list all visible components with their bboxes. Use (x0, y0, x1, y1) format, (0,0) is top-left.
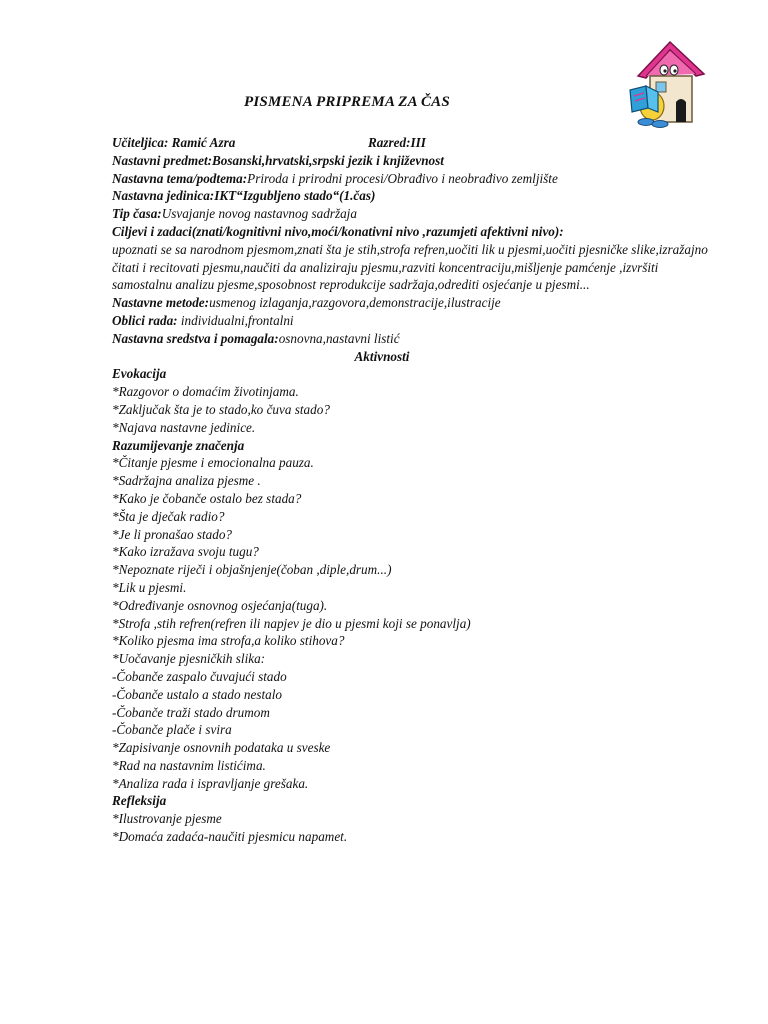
goals-label: Ciljevi i zadaci(znati/kognitivni nivo,moći/konativni nivo ,razumjeti afektivni nivo): (112, 223, 564, 239)
list-item: *Zapisivanje osnovnih podataka u sveske (112, 740, 331, 756)
list-item: *Domaća zadaća-naučiti pjesmicu napamet. (112, 829, 348, 845)
list-item: *Nepoznate riječi i objašnjenje(čoban ,diple,drum...) (112, 562, 392, 578)
understanding-list (112, 454, 712, 792)
list-item: *Najava nastavne jedinice. (112, 419, 256, 435)
forms-line (112, 312, 712, 330)
methods-label: Nastavne metode: (112, 295, 210, 311)
lesson-type-value: Usvajanje novog nastavnog sadržaja (161, 206, 357, 222)
methods-line (112, 294, 712, 312)
list-item: *Lik u pjesmi. (112, 579, 187, 595)
list-item: -Čobanče traži stado drumom (112, 704, 270, 720)
means-line (112, 330, 712, 348)
house-reading-clipart (624, 36, 716, 132)
forms-label: Oblici rada: (112, 312, 178, 328)
list-item: *Strofa ,stih refren(refren ili napjev je dio u pjesmi koji se ponavlja) (112, 615, 471, 631)
activities-heading: Aktivnosti (354, 348, 410, 364)
theme-label: Nastavna tema/podtema: (112, 170, 248, 186)
list-item: *Uočavanje pjesničkih slika: (112, 651, 266, 667)
list-item: *Šta je dječak radio? (112, 508, 225, 524)
list-item: *Kako je čobanče ostalo bez stada? (112, 490, 302, 506)
teacher-grade-line (112, 134, 712, 152)
evocation-list (112, 383, 712, 436)
lesson-type-line (112, 205, 712, 223)
goals-text: upoznati se sa narodnom pjesmom,znati šta je stih,strofa refren,uočiti lik u pjesmi,uočiti pjesničke slike,izražajno čitati i recitovati pjesmu,naučiti da analiziraju pjesmu,razviti koncentraciju,mišljenje pamćenje ,izvršiti samostalnu analizu pjesme,sposobnost reprodukcije sadržaja,odrediti osjećanje u pjesmi... (112, 241, 708, 293)
subject-value: Bosanski,hrvatski,srpski jezik i književnost (212, 152, 444, 168)
methods-value: usmenog izlaganja,razgovora,demonstracije,ilustracije (209, 295, 501, 311)
unit-line: Nastavna jedinica:IKT“Izgubljeno stado“(1.čas) (112, 188, 376, 204)
list-item: *Rad na nastavnim listićima. (112, 757, 266, 773)
forms-value: individualni,frontalni (177, 312, 294, 328)
list-item: -Čobanče zaspalo čuvajući stado (112, 668, 287, 684)
lesson-type-label: Tip časa: (112, 206, 162, 222)
list-item: -Čobanče ustalo a stado nestalo (112, 686, 282, 702)
means-value: osnovna,nastavni listić (278, 330, 400, 346)
teacher-label: Učiteljica: Ramić Azra (112, 135, 236, 150)
list-item: *Sadržajna analiza pjesme . (112, 473, 261, 489)
list-item: *Zaključak šta je to stado,ko čuva stado? (112, 401, 330, 417)
lesson-plan-body (112, 134, 712, 846)
list-item: *Određivanje osnovnog osjećanja(tuga). (112, 597, 328, 613)
list-item: *Analiza rada i ispravljanje grešaka. (112, 775, 309, 791)
means-label: Nastavna sredstva i pomagala: (112, 330, 279, 346)
list-item: *Je li pronašao stado? (112, 526, 233, 542)
list-item: *Koliko pjesma ima strofa,a koliko stihova? (112, 633, 345, 649)
section-heading-evocation: Evokacija (112, 366, 167, 382)
list-item: *Ilustrovanje pjesme (112, 811, 222, 827)
reflection-list (112, 810, 712, 846)
list-item: *Razgovor o domaćim životinjama. (112, 384, 299, 400)
grade-label: Razred:III (368, 135, 426, 150)
list-item: *Čitanje pjesme i emocionalna pauza. (112, 455, 314, 471)
theme-value: Priroda i prirodni procesi/Obrađivo i neobrađivo zemljište (247, 170, 558, 186)
subject-line (112, 152, 712, 170)
section-heading-understanding: Razumijevanje značenja (112, 437, 245, 453)
subject-label: Nastavni predmet: (112, 152, 212, 168)
list-item: *Kako izražava svoju tugu? (112, 544, 259, 560)
list-item: -Čobanče plače i svira (112, 722, 232, 738)
theme-line (112, 170, 712, 188)
page-title: PISMENA PRIPREMA ZA ČAS (244, 94, 450, 110)
section-heading-reflection: Refleksija (112, 793, 167, 809)
